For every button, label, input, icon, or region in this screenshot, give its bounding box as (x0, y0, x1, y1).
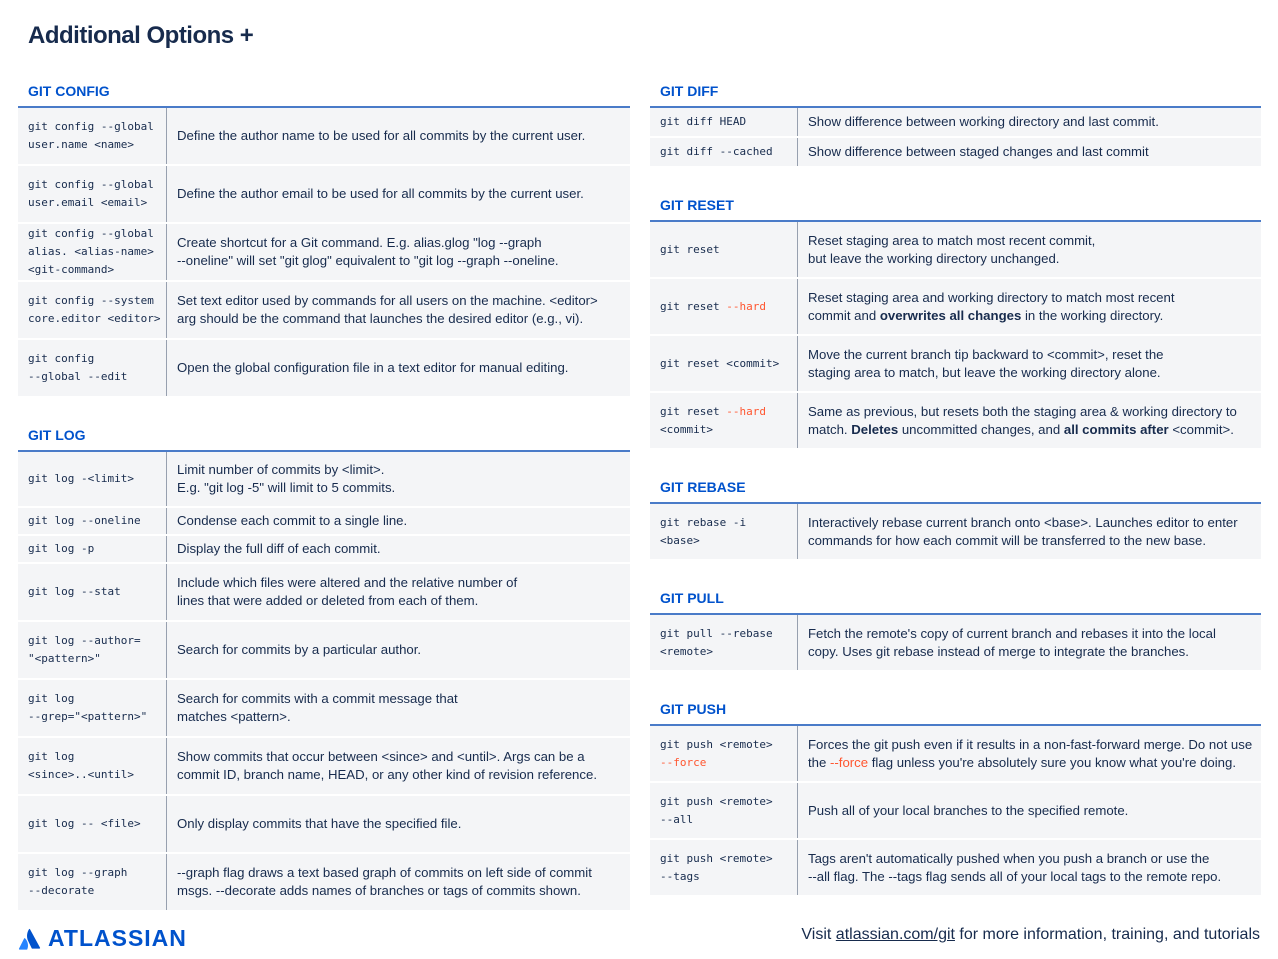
description-cell: Set text editor used by commands for all users on the machine. <editor> arg should be the command that launches the desired editor (e.g., vi). (177, 293, 598, 326)
description-cell: Only display commits that have the specified file. (177, 816, 462, 831)
table-row (650, 840, 1261, 897)
command-cell: git reset --hard (650, 279, 798, 334)
command-cell: git log --author= "<pattern>" (18, 622, 167, 678)
section-title-git-log: GIT LOG (18, 424, 630, 452)
section-title-git-config: GIT CONFIG (18, 80, 630, 108)
description-cell: Show difference between staged changes and last commit (808, 144, 1149, 159)
description-cell: Search for commits with a commit message that matches <pattern>. (177, 691, 458, 724)
command-cell: git log --oneline (18, 508, 167, 534)
command-cell: git config --global user.name <name> (18, 108, 167, 164)
description-cell: Forces the git push even if it results in a non-fast-forward merge. Do not use the --force flag unless you're absolutely sure you know what you're doing. (808, 736, 1253, 770)
command-cell: git pull --rebase <remote> (650, 615, 798, 670)
description-cell: Display the full diff of each commit. (177, 541, 381, 556)
table-row (18, 452, 630, 508)
description-cell: Define the author name to be used for all commits by the current user. (177, 128, 586, 143)
description-cell: Include which files were altered and the relative number of lines that were added or deleted from each of them. (177, 575, 518, 608)
description-cell: Condense each commit to a single line. (177, 513, 408, 528)
table-row (18, 738, 630, 796)
table-row (650, 336, 1261, 393)
description-cell: Push all of your local branches to the specified remote. (808, 802, 1129, 818)
command-cell: git log -p (18, 536, 167, 562)
footer-visit (801, 926, 1260, 944)
command-cell: git push <remote> --tags (650, 840, 798, 895)
table-row (650, 783, 1261, 840)
command-cell: git push <remote> --all (650, 783, 798, 838)
command-cell: git log -<limit> (18, 452, 167, 506)
command-cell: git config --global alias. <alias-name> <git-command> (18, 224, 167, 280)
table-row (18, 108, 630, 166)
description-cell: Reset staging area and working directory to match most recent commit and overwrites all changes in the working directory. (808, 289, 1175, 323)
table-row (18, 166, 630, 224)
description-cell: Define the author email to be used for all commits by the current user. (177, 186, 584, 201)
table-row (650, 726, 1261, 783)
page-title: Additional Options + (28, 22, 254, 49)
table-row (18, 680, 630, 738)
description-cell: Same as previous, but resets both the staging area & working directory to match. Deletes uncommitted changes, and all commits after <commit>. (808, 403, 1237, 437)
description-cell: Limit number of commits by <limit>. E.g. "git log -5" will limit to 5 commits. (177, 462, 396, 495)
command-cell: git log --grep="<pattern>" (18, 680, 167, 736)
command-cell: git diff --cached (650, 138, 798, 166)
atlassian-logo-icon (18, 927, 42, 951)
table-row (650, 279, 1261, 336)
description-cell: Show commits that occur between <since> and <until>. Args can be a commit ID, branch name, HEAD, or any other kind of revision reference. (177, 749, 597, 782)
section-title-git-pull: GIT PULL (650, 587, 1261, 615)
atlassian-git-link[interactable]: atlassian.com/git (835, 926, 955, 943)
table-row (650, 138, 1261, 168)
command-cell: git log --graph --decorate (18, 854, 167, 910)
command-cell: git config --global --edit (18, 340, 167, 396)
section-title-git-rebase: GIT REBASE (650, 476, 1261, 504)
table-row (650, 222, 1261, 279)
description-cell: Create shortcut for a Git command. E.g. alias.glog "log --graph --oneline" will set "git glog" equivalent to "git log --graph --oneline. (177, 235, 559, 268)
table-row (18, 854, 630, 912)
section-title-git-reset: GIT RESET (650, 194, 1261, 222)
table-row (18, 340, 630, 398)
description-cell: Move the current branch tip backward to <commit>, reset the staging area to match, but leave the working directory alone. (808, 346, 1164, 380)
table-row (18, 622, 630, 680)
table-row (18, 224, 630, 282)
section-title-git-diff: GIT DIFF (650, 80, 1261, 108)
command-cell: git push <remote> --force (650, 726, 798, 781)
table-row (18, 536, 630, 564)
command-cell: git log --stat (18, 564, 167, 620)
description-cell: --graph flag draws a text based graph of commits on left side of commit msgs. --decorate adds names of branches or tags of commits shown. (177, 865, 592, 898)
table-row (18, 796, 630, 854)
command-cell: git diff HEAD (650, 108, 798, 136)
table-row (650, 108, 1261, 138)
description-cell: Open the global configuration file in a text editor for manual editing. (177, 360, 569, 375)
command-cell: git log -- <file> (18, 796, 167, 852)
description-cell: Fetch the remote's copy of current branch and rebases it into the local copy. Uses git rebase instead of merge to integrate the branches. (808, 625, 1216, 659)
command-cell: git rebase -i <base> (650, 504, 798, 559)
command-cell: git reset --hard <commit> (650, 393, 798, 448)
description-cell: Interactively rebase current branch onto <base>. Launches editor to enter commands for how each commit will be transferred to the new base. (808, 514, 1238, 548)
logo-text: ATLASSIAN (48, 925, 187, 951)
section-title-git-push: GIT PUSH (650, 698, 1261, 726)
command-cell: git reset <commit> (650, 336, 798, 391)
command-cell: git config --system core.editor <editor> (18, 282, 167, 338)
description-cell: Search for commits by a particular author. (177, 642, 422, 657)
command-cell: git log <since>..<until> (18, 738, 167, 794)
command-cell: git config --global user.email <email> (18, 166, 167, 222)
description-cell: Tags aren't automatically pushed when you push a branch or use the --all flag. The --tags flag sends all of your local tags to the remote repo. (808, 850, 1222, 884)
table-row (18, 508, 630, 536)
visit-post: for more information, training, and tutorials (954, 926, 1260, 943)
description-cell: Reset staging area to match most recent commit, but leave the working directory unchanged. (808, 232, 1096, 266)
table-row (650, 615, 1261, 672)
table-row (18, 564, 630, 622)
table-row (18, 282, 630, 340)
table-row (650, 393, 1261, 450)
left-column (18, 80, 630, 912)
command-cell: git reset (650, 222, 798, 277)
description-cell: Show difference between working directory and last commit. (808, 114, 1159, 129)
atlassian-logo[interactable] (18, 925, 187, 952)
visit-pre: Visit (801, 926, 836, 943)
table-row (650, 504, 1261, 561)
right-column (650, 80, 1261, 897)
